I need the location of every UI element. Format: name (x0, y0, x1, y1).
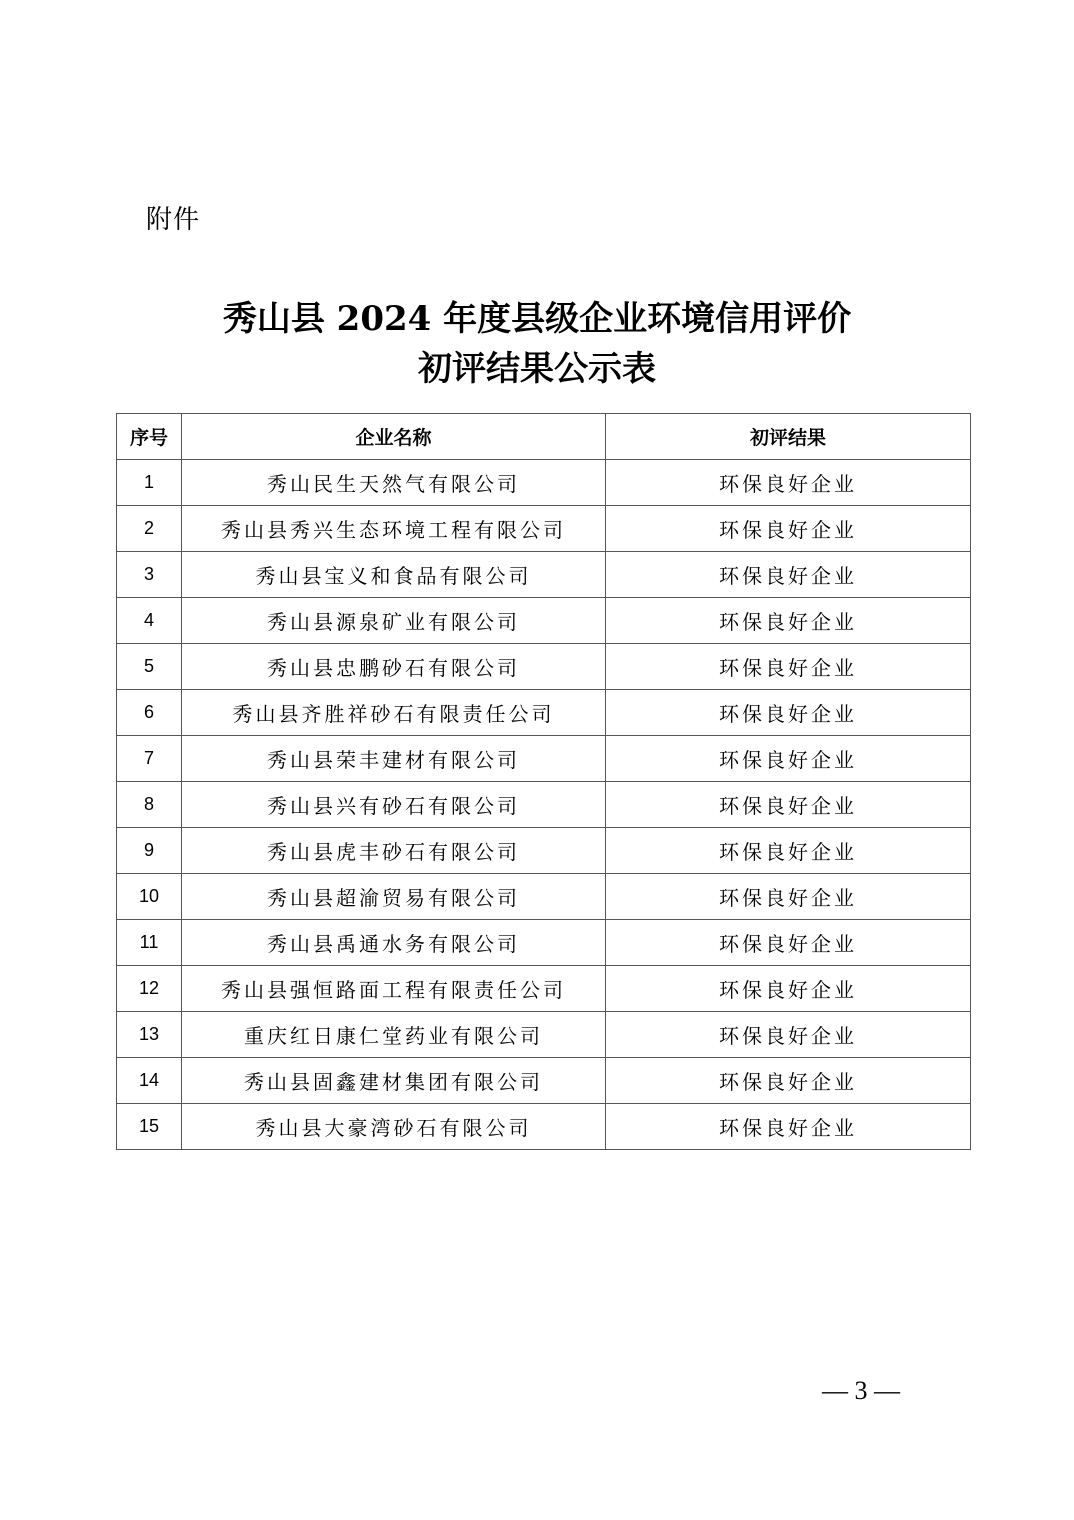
row-number: 7 (117, 736, 182, 782)
evaluation-result: 环保良好企业 (606, 552, 971, 598)
row-number: 15 (117, 1104, 182, 1150)
header-result: 初评结果 (606, 414, 971, 460)
table-row (117, 736, 971, 782)
evaluation-result: 环保良好企业 (606, 460, 971, 506)
evaluation-result: 环保良好企业 (606, 920, 971, 966)
row-number: 2 (117, 506, 182, 552)
evaluation-result: 环保良好企业 (606, 1104, 971, 1150)
company-name: 秀山民生天然气有限公司 (182, 460, 606, 506)
row-number: 14 (117, 1058, 182, 1104)
evaluation-result: 环保良好企业 (606, 506, 971, 552)
company-name: 秀山县大豪湾砂石有限公司 (182, 1104, 606, 1150)
page-number: — 3 — (822, 1376, 900, 1405)
table-row (117, 920, 971, 966)
company-name: 秀山县超渝贸易有限公司 (182, 874, 606, 920)
company-name: 秀山县荣丰建材有限公司 (182, 736, 606, 782)
results-table (116, 413, 971, 1150)
attachment-label: 附件 (146, 205, 201, 235)
table-row (117, 1012, 971, 1058)
row-number: 3 (117, 552, 182, 598)
table-row (117, 874, 971, 920)
document-title-line1: 秀山县 2024 年度县级企业环境信用评价 (222, 299, 852, 339)
evaluation-result: 环保良好企业 (606, 1012, 971, 1058)
row-number: 9 (117, 828, 182, 874)
row-number: 11 (117, 920, 182, 966)
document-title-line2: 初评结果公示表 (418, 349, 656, 389)
company-name: 秀山县忠鹏砂石有限公司 (182, 644, 606, 690)
table-header-row (117, 414, 971, 460)
table-row (117, 828, 971, 874)
evaluation-result: 环保良好企业 (606, 966, 971, 1012)
row-number: 10 (117, 874, 182, 920)
company-name: 秀山县宝义和食品有限公司 (182, 552, 606, 598)
table-row (117, 506, 971, 552)
evaluation-result: 环保良好企业 (606, 874, 971, 920)
evaluation-result: 环保良好企业 (606, 644, 971, 690)
evaluation-result: 环保良好企业 (606, 690, 971, 736)
evaluation-result: 环保良好企业 (606, 782, 971, 828)
table-row (117, 598, 971, 644)
company-name: 秀山县兴有砂石有限公司 (182, 782, 606, 828)
company-name: 秀山县虎丰砂石有限公司 (182, 828, 606, 874)
table-row (117, 1104, 971, 1150)
company-name: 秀山县源泉矿业有限公司 (182, 598, 606, 644)
table-row (117, 966, 971, 1012)
table-row (117, 460, 971, 506)
company-name: 秀山县固鑫建材集团有限公司 (182, 1058, 606, 1104)
evaluation-result: 环保良好企业 (606, 1058, 971, 1104)
company-name: 重庆红日康仁堂药业有限公司 (182, 1012, 606, 1058)
row-number: 1 (117, 460, 182, 506)
company-name: 秀山县强恒路面工程有限责任公司 (182, 966, 606, 1012)
row-number: 4 (117, 598, 182, 644)
company-name: 秀山县禹通水务有限公司 (182, 920, 606, 966)
results-table-container (116, 413, 970, 1150)
table-row (117, 690, 971, 736)
table-row (117, 1058, 971, 1104)
evaluation-result: 环保良好企业 (606, 736, 971, 782)
company-name: 秀山县齐胜祥砂石有限责任公司 (182, 690, 606, 736)
header-serial-number: 序号 (117, 414, 182, 460)
row-number: 5 (117, 644, 182, 690)
company-name: 秀山县秀兴生态环境工程有限公司 (182, 506, 606, 552)
evaluation-result: 环保良好企业 (606, 828, 971, 874)
row-number: 12 (117, 966, 182, 1012)
row-number: 13 (117, 1012, 182, 1058)
row-number: 8 (117, 782, 182, 828)
table-row (117, 782, 971, 828)
evaluation-result: 环保良好企业 (606, 598, 971, 644)
table-row (117, 552, 971, 598)
header-company-name: 企业名称 (182, 414, 606, 460)
row-number: 6 (117, 690, 182, 736)
table-row (117, 644, 971, 690)
